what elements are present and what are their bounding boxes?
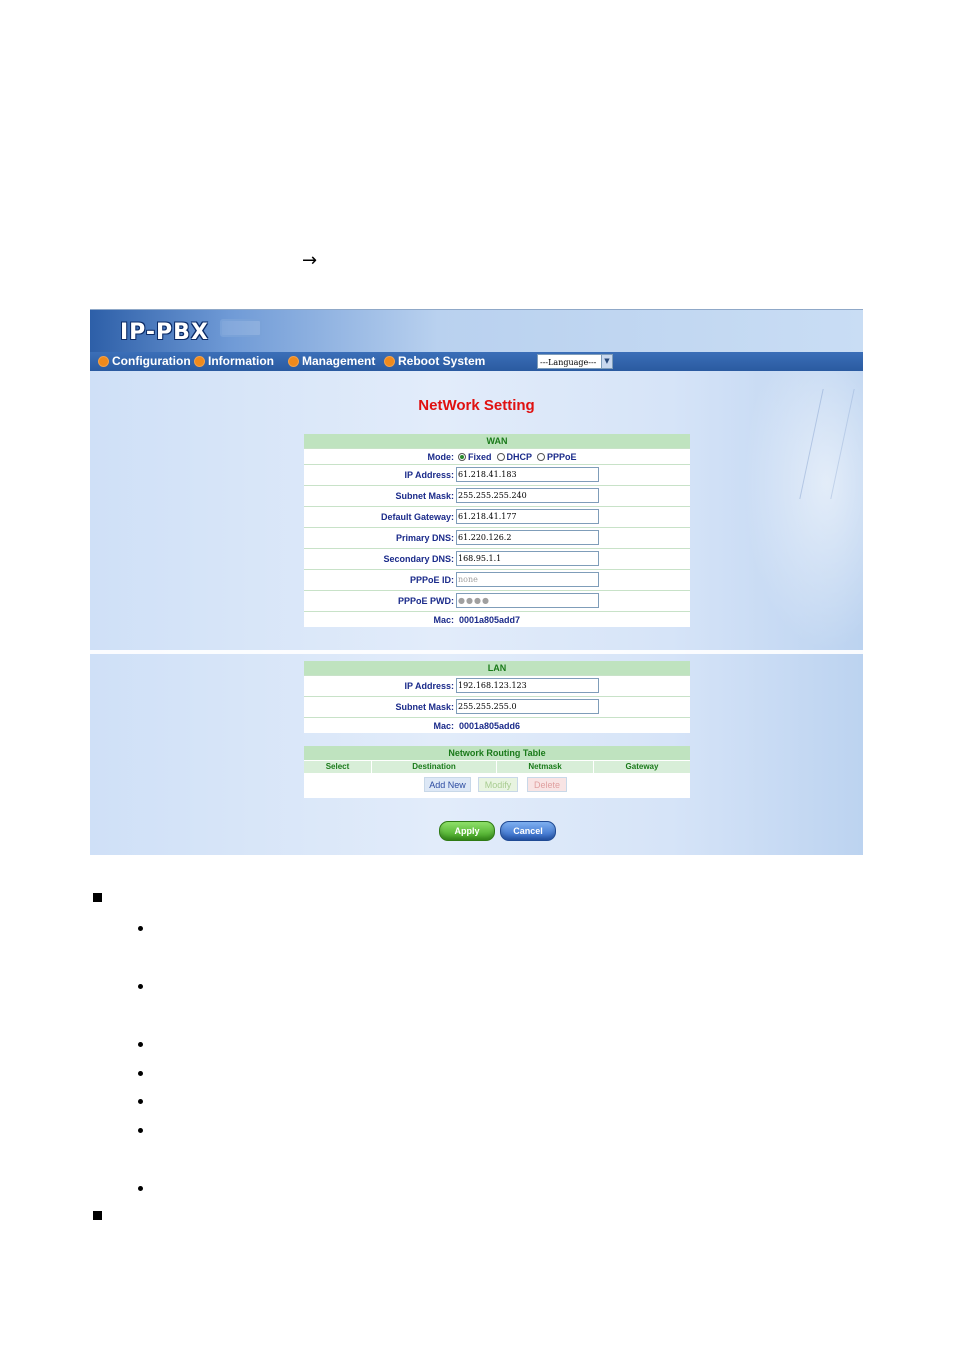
wan-gateway-input[interactable]: 61.218.41.177 xyxy=(456,509,599,524)
column-select: Select xyxy=(304,761,372,773)
routing-table-panel xyxy=(304,746,690,798)
delete-button[interactable]: Delete xyxy=(527,777,567,792)
routing-table-header: Network Routing Table xyxy=(304,746,690,760)
wan-gateway-label: Default Gateway: xyxy=(380,512,454,522)
lan-mac-label: Mac: xyxy=(433,720,454,731)
routing-table-columns xyxy=(304,760,690,773)
logo-decoration xyxy=(220,319,262,337)
modify-button[interactable]: Modify xyxy=(478,777,518,792)
bullet-icon xyxy=(138,1128,143,1133)
wan-secondary-dns-row xyxy=(304,548,690,569)
wan-header: WAN xyxy=(304,434,690,448)
nav-configuration[interactable]: Configuration xyxy=(98,354,191,368)
wan-subnet-row xyxy=(304,485,690,506)
mode-radio-group xyxy=(458,449,577,464)
nav-bullet-icon xyxy=(98,356,109,367)
wan-subnet-label: Subnet Mask: xyxy=(395,491,454,501)
wan-ip-row xyxy=(304,464,690,485)
wan-mode-row xyxy=(304,448,690,464)
pppoe-pwd-label: PPPoE PWD: xyxy=(397,596,454,606)
mode-pppoe-radio[interactable]: PPPoE xyxy=(537,452,577,462)
pppoe-id-row xyxy=(304,569,690,590)
radio-icon xyxy=(497,453,505,461)
wan-ip-label: IP Address: xyxy=(404,470,454,480)
mode-dhcp-radio[interactable]: DHCP xyxy=(497,452,533,462)
page-title: NetWork Setting xyxy=(418,397,535,414)
arrow-icon: → xyxy=(302,250,318,271)
nav-information[interactable]: Information xyxy=(194,354,274,368)
wan-primary-dns-row xyxy=(304,527,690,548)
column-destination: Destination xyxy=(372,761,497,773)
lan-mac-row xyxy=(304,717,690,733)
pppoe-id-label: PPPoE ID: xyxy=(409,575,454,585)
nav-bar xyxy=(90,352,863,371)
ip-pbx-screenshot xyxy=(90,309,863,855)
radio-icon xyxy=(537,453,545,461)
wan-secondary-dns-input[interactable]: 168.95.1.1 xyxy=(456,551,599,566)
lan-mac-value: 0001a805add6 xyxy=(459,720,521,731)
wan-secondary-dns-label: Secondary DNS: xyxy=(383,554,454,564)
add-new-button[interactable]: Add New xyxy=(424,777,471,792)
logo: IP-PBX xyxy=(120,320,209,345)
square-bullet-icon xyxy=(93,1211,102,1220)
radio-selected-icon xyxy=(458,453,466,461)
pppoe-id-input[interactable]: none xyxy=(456,572,599,587)
wan-gateway-row xyxy=(304,506,690,527)
lan-subnet-input[interactable]: 255.255.255.0 xyxy=(456,699,599,714)
bullet-icon xyxy=(138,984,143,989)
nav-reboot-system[interactable]: Reboot System xyxy=(384,354,485,368)
language-select[interactable]: ---Language--- ▼ xyxy=(537,354,613,369)
square-bullet-icon xyxy=(93,893,102,902)
lan-ip-input[interactable]: 192.168.123.123 xyxy=(456,678,599,693)
section-divider xyxy=(90,650,863,654)
chevron-down-icon[interactable]: ▼ xyxy=(601,355,612,368)
bullet-icon xyxy=(138,1186,143,1191)
mode-fixed-radio[interactable]: Fixed xyxy=(458,452,492,462)
banner xyxy=(90,309,863,353)
wan-mac-row xyxy=(304,611,690,627)
nav-bullet-icon xyxy=(384,356,395,367)
lan-panel xyxy=(304,661,690,733)
bullet-icon xyxy=(138,926,143,931)
pppoe-pwd-row xyxy=(304,590,690,611)
wan-mac-label: Mac: xyxy=(433,614,454,625)
lan-ip-row xyxy=(304,675,690,696)
lan-ip-label: IP Address: xyxy=(404,681,454,691)
wan-subnet-input[interactable]: 255.255.255.240 xyxy=(456,488,599,503)
bullet-icon xyxy=(138,1071,143,1076)
lan-subnet-row xyxy=(304,696,690,717)
mode-label: Mode: xyxy=(427,451,454,462)
wan-primary-dns-label: Primary DNS: xyxy=(395,533,454,543)
apply-button[interactable]: Apply xyxy=(439,821,495,841)
lan-header: LAN xyxy=(304,661,690,675)
bullet-icon xyxy=(138,1042,143,1047)
nav-bullet-icon xyxy=(288,356,299,367)
cancel-button[interactable]: Cancel xyxy=(500,821,556,841)
wan-ip-input[interactable]: 61.218.41.183 xyxy=(456,467,599,482)
pppoe-pwd-input[interactable]: ●●●● xyxy=(456,593,599,608)
routing-table-actions xyxy=(304,773,690,798)
nav-bullet-icon xyxy=(194,356,205,367)
lan-subnet-label: Subnet Mask: xyxy=(395,702,454,712)
wan-primary-dns-input[interactable]: 61.220.126.2 xyxy=(456,530,599,545)
nav-management[interactable]: Management xyxy=(288,354,375,368)
column-gateway: Gateway xyxy=(625,762,659,771)
bullet-icon xyxy=(138,1099,143,1104)
wan-mac-value: 0001a805add7 xyxy=(459,614,521,625)
wan-panel xyxy=(304,434,690,627)
column-netmask: Netmask xyxy=(497,761,594,773)
